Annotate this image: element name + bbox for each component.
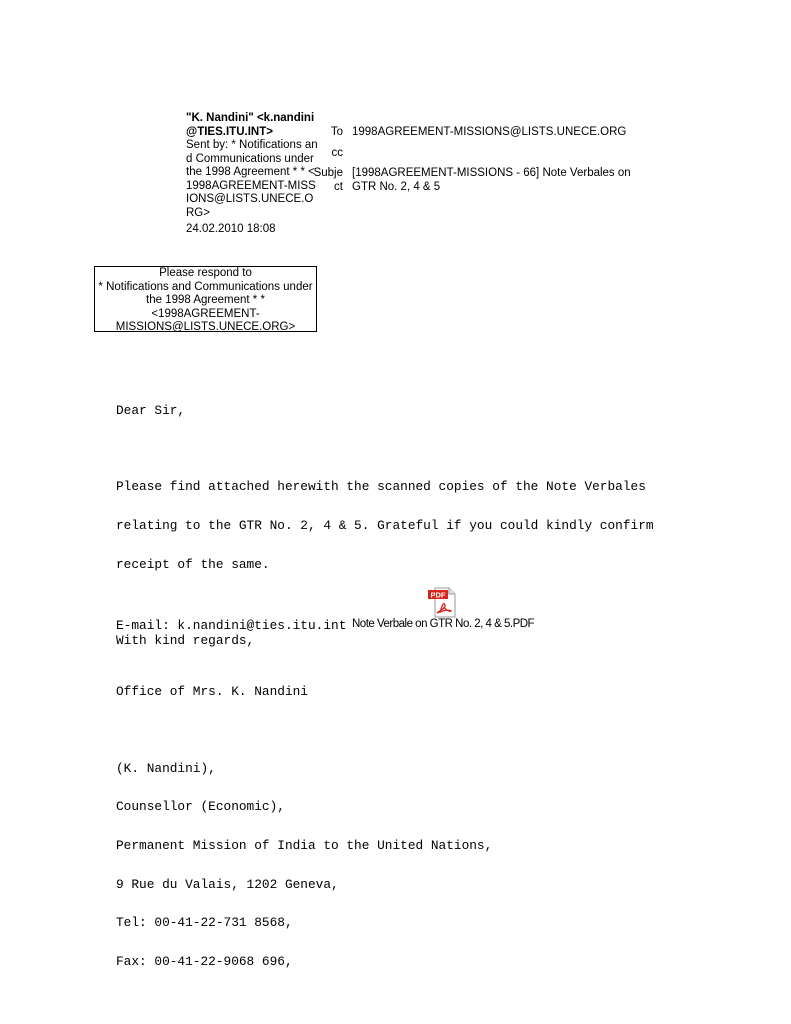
signature-title: Counsellor (Economic), [116,799,285,815]
respond-to-line: <1998AGREEMENT- [151,307,260,320]
signature-tel: Tel: 00-41-22-731 8568, [116,915,293,931]
sender-name: "K. Nandini" <k.nandini@TIES.ITU.INT> [186,112,315,138]
body-paragraph [116,456,716,598]
to-label: To [330,126,343,138]
body-line: relating to the GTR No. 2, 4 & 5. Grateful if you could kindly confirm [116,518,654,534]
office-line: Office of Mrs. K. Nandini [116,684,308,700]
body-line: receipt of the same. [116,556,270,572]
subject-value: [1998AGREEMENT-MISSIONS - 66] Note Verbales on GTR No. 2, 4 & 5 [352,167,631,193]
signature-email[interactable]: E-mail: k.nandini@ties.itu.int [116,618,347,633]
subject-label-text: Subject [313,167,343,193]
respond-to-line: the 1998 Agreement * * [146,294,265,306]
signature-name: (K. Nandini), [116,760,216,776]
subject-label [313,167,343,194]
pdf-icon-label: PDF [430,590,446,600]
respond-to-line: * Notifications and Communications under [98,280,313,293]
sent-date: 24.02.2010 18:08 [186,223,276,235]
pdf-file-icon[interactable] [427,587,457,618]
body-line: Please find attached herewith the scanned copies of the Note Verbales [116,479,646,495]
closing: With kind regards, [116,633,255,649]
respond-to-address[interactable]: MISSIONS@LISTS.UNECE.ORG> [115,321,296,333]
cc-label: cc [331,147,343,159]
signature-org: Permanent Mission of India to the United Nations, [116,838,493,853]
greeting: Dear Sir, [116,402,186,418]
respond-to-label: Please respond to [159,267,252,279]
sender-block [186,112,318,237]
signature-block [116,737,716,995]
signature-fax: Fax: 00-41-22-9068 696, [116,954,293,970]
signature-address: 9 Rue du Valais, 1202 Geneva, [116,876,339,892]
attachment-filename[interactable]: Note Verbale on GTR No. 2, 4 & 5.PDF [352,618,535,630]
respond-to-box [94,266,317,332]
sent-by: Sent by: * Notifications and Communications under the 1998 Agreement * * <1998AGREEMENT-MISSIONS@LISTS.UNECE.ORG> [186,139,318,219]
to-address[interactable]: 1998AGREEMENT-MISSIONS@LISTS.UNECE.ORG [352,126,627,138]
message-body [116,379,716,1021]
